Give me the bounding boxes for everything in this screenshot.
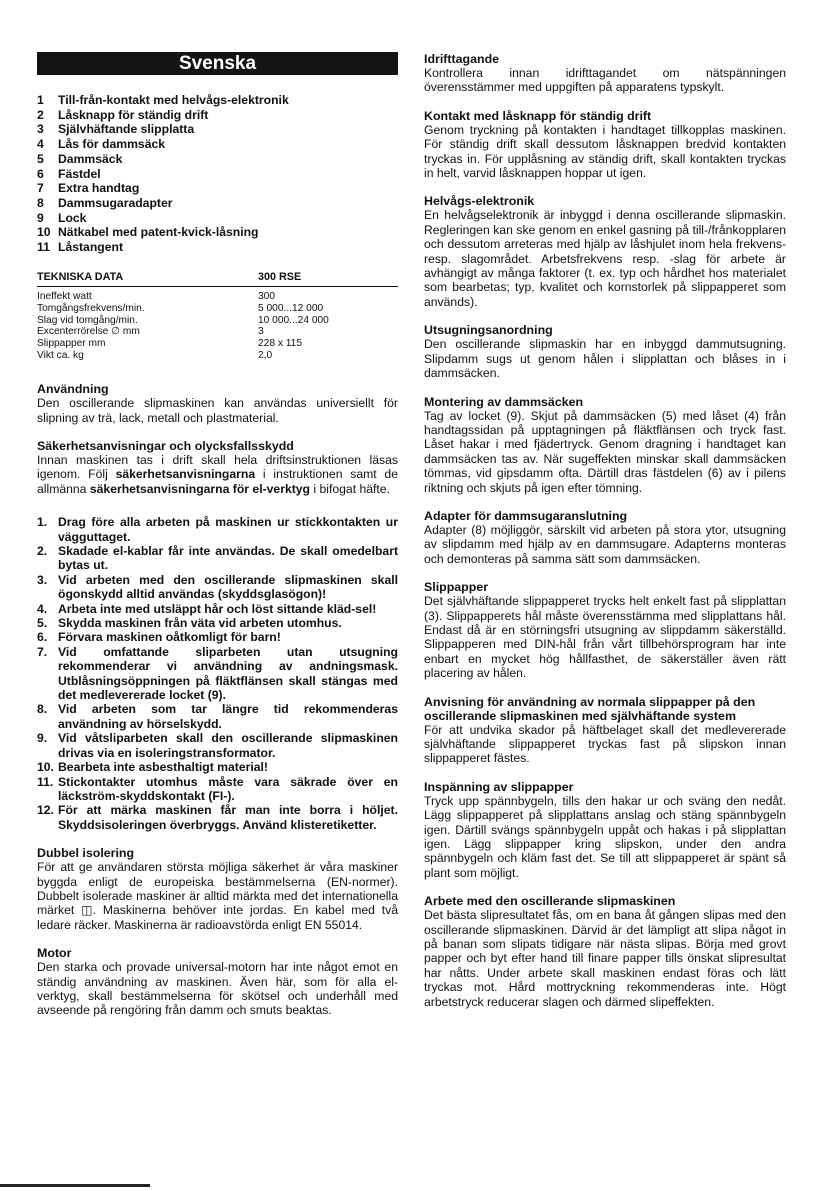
section-heading: Kontakt med låsknapp för ständig drift: [424, 108, 652, 123]
section-electronics: [424, 194, 786, 309]
parts-list-item: 4 Lås för dammsäck: [37, 137, 166, 152]
table-row: Excenterrörelse ∅ mm 3: [37, 326, 264, 338]
section-heading: Inspänning av slippapper: [424, 779, 574, 794]
section-heading: Montering av dammsäcken: [424, 394, 584, 409]
language-header: Svenska: [37, 52, 398, 75]
list-item: 4. Arbeta inte med utsläppt hår och löst sittande kläd-sel!: [37, 601, 377, 616]
tech-header: TEKNISKA DATA: [37, 271, 258, 287]
parts-list-item: 5 Dammsäck: [37, 151, 123, 166]
table-row: Tomgångsfrekvens/min. 5 000...12 000: [37, 302, 324, 314]
section-text: Tag av locket (9). Skjut på dammsäcken (5) med låset (4) från handtagssidan på upptagningen på fläktflänsen och tryck fast. Låset hakar i med fjädertryck. Genom dragning i handtaget kan dammsäcken tas av. När sugeffekten minskar skall dammsäcken tömmas, vid gipsdamm ofta. Därtill dras fästdelen (6) av i pilens riktning och skjuts på igen efter tömning.: [424, 408, 786, 495]
section-heading: Dubbel isolering: [37, 846, 135, 861]
section-lock-button: [424, 109, 786, 181]
table-row: Slag vid tomgång/min. 10 000...24 000: [37, 314, 329, 326]
section-anvandning: [37, 382, 398, 425]
list-item: 12. För att märka maskinen får man inte borra i höljet. Skyddsisoleringen överbryggs. Använd klisteretiketter.: [37, 803, 398, 832]
list-item: 8. Vid arbeten som tar längre tid rekommenderas användning av hörselskydd.: [37, 702, 398, 731]
section-heading: Användning: [37, 382, 109, 397]
list-item: 7. Vid omfattande sliparbeten utan utsugning rekommenderar vi användning av andningsmask. Utblåsningsöppningen på fläktflänsen skall stängas med det medlevererade locket (9).: [37, 644, 398, 703]
section-motor: [37, 946, 398, 1018]
section-dust-bag: [424, 395, 786, 495]
section-heading: Adapter för dammsugaranslutning: [424, 508, 628, 523]
section-text: En helvågselektronik är inbyggd i denna oscillerande slipmaskin. Regleringen kan ske genom en enkel gasning på till-/frånkopplaren och dessutom arreteras med hjälp av låshjulet inom hela frekvens- resp. slagområdet. Arbetsfrekvens resp. -slag för arbete är avhängigt av många faktorer (t. ex. typ och hårdhet hos materialet som bearbetas; typ, kvalitet och kornstorlek på slippapperet som används).: [424, 208, 786, 309]
section-text: För att ge användaren största möjliga säkerhet är våra maskiner byggda enligt de europeiska bestämmelserna (EN-normer). Dubbelt isolerade maskiner är alltid märkta med det internationella märket ◫. Maskinerna behöver inte jordas. En kabel med två ledare räcker. Maskinerna är radioavstörda enligt EN 55014.: [37, 860, 398, 932]
left-column: [37, 52, 398, 1018]
section-heading: Arbete med den oscillerande slipmaskinen: [424, 894, 676, 909]
section-working: [424, 894, 786, 1009]
section-text: Den starka och provade universal-motorn har inte något emot en ständig användning av maskinen. Även här, som för alla el-verktyg, skall bestämmelserna för skötsel och underhåll med avseende på rengöring från damm och smuts beaktas.: [37, 960, 398, 1018]
section-safety: [37, 439, 398, 496]
tech-model: 300 RSE: [258, 271, 398, 287]
list-item: 10. Bearbeta inte asbesthaltigt material!: [37, 760, 268, 775]
parts-list-item: 7 Extra handtag: [37, 181, 140, 196]
table-row: Slippapper mm 228 x 115: [37, 338, 302, 350]
technical-data-table: [37, 271, 398, 362]
warnings-list: [37, 515, 398, 832]
section-heading: Säkerhetsanvisningar och olycksfallsskydd: [37, 438, 294, 453]
table-row: Ineffekt watt 300: [37, 290, 275, 302]
section-idrifttagande: [424, 52, 786, 95]
parts-list-item: 3 Självhäftande slipplatta: [37, 122, 195, 137]
parts-list-item: 1 Till-från-kontakt med helvågs-elektronik: [37, 93, 289, 107]
list-item: 5. Skydda maskinen från väta vid arbeten utomhus.: [37, 616, 342, 631]
parts-list-item: 10 Nätkabel med patent-kvick-låsning: [37, 225, 259, 240]
section-normal-paper: [424, 695, 786, 766]
section-clamping: [424, 780, 786, 880]
section-text: Genom tryckning på kontakten i handtaget tillkopplas maskinen. För ständig drift skall dessutom låsknappen bredvid kontakten tryckas in. För upplåsning av ständig drift, skall kontakten tryckas in helt, varvid låsknappen hoppar ut igen.: [424, 122, 786, 181]
warnings-section: [37, 515, 398, 832]
list-item: 3. Vid arbeten med den oscillerande slipmaskinen skall ögonskydd alltid användas (skyddsglasögon)!: [37, 572, 398, 602]
right-column: [424, 52, 786, 1009]
section-double-insulation: [37, 846, 398, 932]
list-item: 11. Stickontakter utomhus måste vara säkrade över en läckström-skyddskontakt (FI-).: [37, 774, 398, 803]
section-heading: Anvisning för användning av normala slippapper på den oscillerande slipmaskinen med självhäftande system: [424, 694, 756, 723]
section-text: Innan maskinen tas i drift skall hela driftsinstruktionen läsas igenom. Följ säkerhetsanvisningarna i instruktionen samt de allmänna säkerhetsanvisningarna för el-verktyg i bifogat häfte.: [37, 452, 398, 496]
parts-list-item: 9 Lock: [37, 210, 87, 225]
section-text: För att undvika skador på häftbelaget skall det medlevererade självhäftande slippapperet tryckas fast på slipskon innan slippapperet fästes.: [424, 722, 786, 766]
list-item: 6. Förvara maskinen oåtkomligt för barn!: [37, 630, 281, 645]
list-item: 9. Vid våtsliparbeten skall den oscillerande slipmaskinen drivas via en isoleringstransformator.: [37, 731, 398, 760]
section-text: Det självhäftande slippapperet trycks helt enkelt fast på slipplattan (3). Slippapperets hål måste överensstämma med slipplattans hål. Endast då är en störningsfri utsugning av slippdamm säkerställd. Slippapperen med DIN-hål från vårt tillbehörsprogram har inte enbart en mycket hög hållfasthet, de säkerställer även rätt placering av hålen.: [424, 594, 786, 681]
section-text: Den oscillerande slipmaskin har en inbyggd dammutsugning. Slipdamm sugs ut genom hålen i slipplattan och blåses in i dammsäcken.: [424, 337, 786, 381]
section-dust-extraction: [424, 323, 786, 380]
section-text: Kontrollera innan idrifttagandet om nätspänningen överensstämmer med uppgiften på apparatens typskylt.: [424, 66, 786, 95]
section-heading: Motor: [37, 946, 72, 961]
parts-list-item: 6 Fästdel: [37, 166, 101, 181]
table-row: Vikt ca. kg 2,0: [37, 350, 273, 362]
section-adapter: [424, 509, 786, 566]
section-text: Det bästa slipresultatet fås, om en bana åt gången slipas med den oscillerande slipmaskinen. Därvid är det lämpligt att slipa något in på banan som slipats tidigare när nästa slipas. Börja med grovt papper och byt efter hand till finare papper tills önskat slipresultat har nåtts. Under arbete skall maskinen endast föras och lätt tryckas mot. Hård mottryckning rekommenderas inte. Högt arbetstryck reducerar slagen och därmed slipeffekten.: [424, 908, 786, 1009]
parts-list-item: 8 Dammsugaradapter: [37, 195, 173, 210]
section-heading: Slippapper: [424, 580, 489, 595]
list-item: 2. Skadade el-kablar får inte användas. De skall omedelbart bytas ut.: [37, 544, 398, 573]
section-heading: Utsugningsanordning: [424, 323, 553, 338]
section-text: Tryck upp spännbygeln, tills den hakar ur och sväng den nedåt. Lägg slippapperet på slipplattans anslag och stäng spännbygeln igen. Därtill svängs spännbygeln uppåt och hakas i på slipplattan igen. Lägg slippapper kring slipskon, under den andra spännbygeln och kläm fast det. Se till att slippapperet är spänt så plant som möjligt.: [424, 793, 786, 880]
list-item: 1. Drag före alla arbeten på maskinen ur stickkontakten ur vägguttaget.: [37, 515, 398, 544]
parts-list: [37, 93, 398, 255]
section-sandpaper: [424, 580, 786, 680]
section-heading: Idrifttagande: [424, 52, 500, 66]
parts-list-item: 2 Låsknapp för ständig drift: [37, 107, 209, 122]
section-heading: Helvågs-elektronik: [424, 194, 535, 209]
parts-list-item: 11 Låstangent: [37, 240, 124, 255]
section-text: Den oscillerande slipmaskinen kan användas universiellt för slipning av trä, lack, metall och plastmaterial.: [37, 396, 398, 425]
footer-rule: [0, 1184, 150, 1187]
section-text: Adapter (8) möjliggör, särskilt vid arbeten på stora ytor, utsugning av slipdamm med hjälp av en dammsugare. Adapterns monteras och demonteras på samma sätt som dammsäcken.: [424, 522, 786, 566]
